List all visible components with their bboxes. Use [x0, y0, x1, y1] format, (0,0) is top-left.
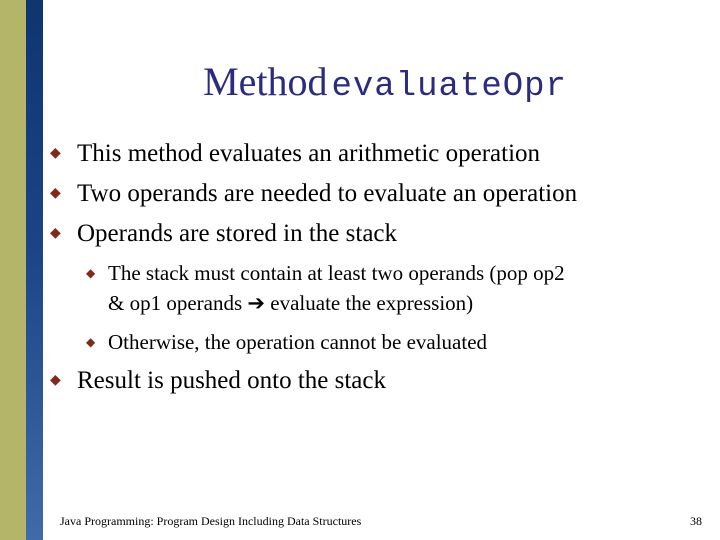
bullet-marker-icon: ◆: [50, 226, 61, 241]
left-olive-band: [0, 0, 26, 540]
bullet-marker-icon: ◆: [50, 186, 61, 201]
bullet-text: Two operands are needed to evaluate an operation: [77, 180, 578, 207]
sub-bullet-text: Otherwise, the operation cannot be evaluated: [108, 330, 488, 354]
sub-bullet-line2-before-arrow: & op1 operands: [108, 291, 243, 315]
slide-title: [60, 58, 710, 106]
bullet-text: This method evaluates an arithmetic operation: [77, 140, 541, 167]
bullet-marker-icon: ◆: [50, 373, 61, 388]
sub-bullet-marker-icon: ◆: [86, 266, 96, 280]
sub-bullet-line2-after-arrow: evaluate the expression): [270, 291, 474, 315]
sub-bullet-text-line2: [108, 288, 473, 318]
page-number: 38: [690, 514, 702, 528]
bullet-text: Operands are stored in the stack: [77, 220, 398, 247]
bullet-text: Result is pushed onto the stack: [77, 367, 386, 394]
footer-text: Java Programming: Program Design Including Data Structures: [60, 514, 362, 528]
bullet-marker-icon: ◆: [50, 146, 61, 161]
sub-bullet-marker-icon: ◆: [86, 335, 96, 349]
left-navy-band: [26, 0, 43, 540]
title-code: evaluateOpr: [331, 68, 567, 106]
title-prefix: Method: [203, 59, 328, 104]
sub-bullet-text-line1: The stack must contain at least two operands (pop op2: [108, 261, 565, 285]
right-arrow-icon: ➔: [247, 291, 266, 315]
